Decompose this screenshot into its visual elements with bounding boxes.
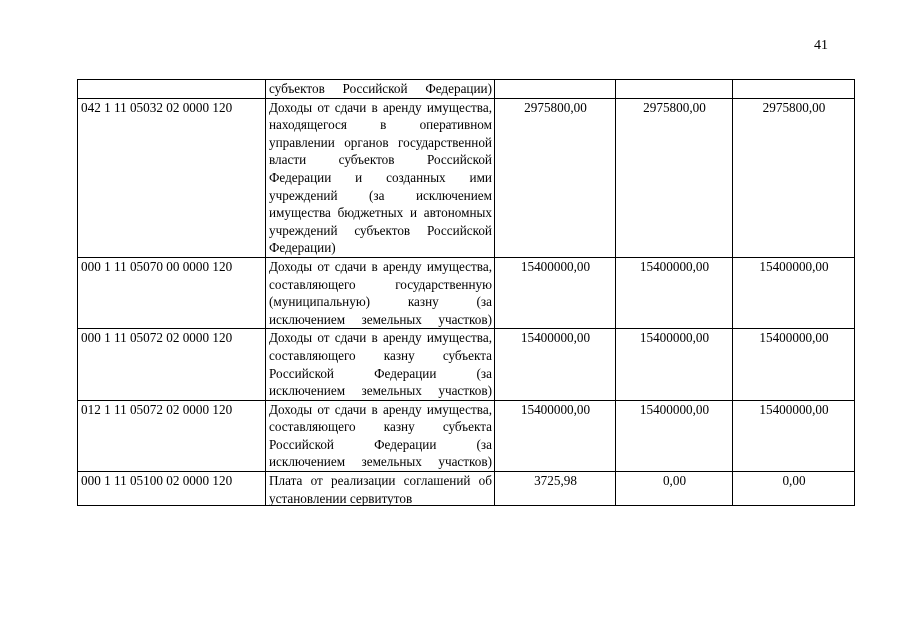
- table-row: [78, 472, 855, 506]
- revenue-name-cell: Доходы от сдачи в аренду имущества, составляющего казну субъекта Российской Федерации (за исключением земельных участков): [266, 400, 495, 471]
- value-cell-year1: 15400000,00: [495, 400, 616, 471]
- value-cell-year3: [733, 80, 855, 99]
- value-cell-year1: 15400000,00: [495, 257, 616, 328]
- value-cell-year1: [495, 80, 616, 99]
- budget-code-cell: [78, 80, 266, 99]
- revenue-table: [77, 79, 855, 506]
- table-row: [78, 329, 855, 400]
- table-row: [78, 98, 855, 257]
- budget-code-cell: 012 1 11 05072 02 0000 120: [78, 400, 266, 471]
- budget-code-cell: 000 1 11 05070 00 0000 120: [78, 257, 266, 328]
- revenue-name-cell: Доходы от сдачи в аренду имущества, составляющего казну субъекта Российской Федерации (за исключением земельных участков): [266, 329, 495, 400]
- budget-code-cell: 000 1 11 05100 02 0000 120: [78, 472, 266, 506]
- value-cell-year3: 15400000,00: [733, 257, 855, 328]
- revenue-name-cell: субъектов Российской Федерации): [266, 80, 495, 99]
- value-cell-year1: 2975800,00: [495, 98, 616, 257]
- budget-code-cell: 042 1 11 05032 02 0000 120: [78, 98, 266, 257]
- value-cell-year2: 15400000,00: [616, 329, 733, 400]
- value-cell-year2: 15400000,00: [616, 400, 733, 471]
- value-cell-year3: 15400000,00: [733, 400, 855, 471]
- table-row: [78, 80, 855, 99]
- value-cell-year1: 3725,98: [495, 472, 616, 506]
- value-cell-year3: 2975800,00: [733, 98, 855, 257]
- budget-code-cell: 000 1 11 05072 02 0000 120: [78, 329, 266, 400]
- value-cell-year2: 2975800,00: [616, 98, 733, 257]
- table-row: [78, 400, 855, 471]
- value-cell-year2: [616, 80, 733, 99]
- value-cell-year2: 0,00: [616, 472, 733, 506]
- revenue-name-text: Плата от реализации соглашений об установлении сервитутов: [269, 473, 492, 506]
- revenue-name-cell: Доходы от сдачи в аренду имущества, находящегося в оперативном управлении органов государственной власти субъектов Российской Федерации и созданных ими учреждений (за исключением имущества бюджетных и автономных учреждений субъектов Российской Федерации): [266, 98, 495, 257]
- table-row: [78, 257, 855, 328]
- revenue-name-cell: [266, 472, 495, 506]
- revenue-name-cell: Доходы от сдачи в аренду имущества, составляющего государственную (муниципальную) казну (за исключением земельных участков): [266, 257, 495, 328]
- value-cell-year2: 15400000,00: [616, 257, 733, 328]
- value-cell-year1: 15400000,00: [495, 329, 616, 400]
- value-cell-year3: 0,00: [733, 472, 855, 506]
- page-number: 41: [814, 38, 828, 53]
- value-cell-year3: 15400000,00: [733, 329, 855, 400]
